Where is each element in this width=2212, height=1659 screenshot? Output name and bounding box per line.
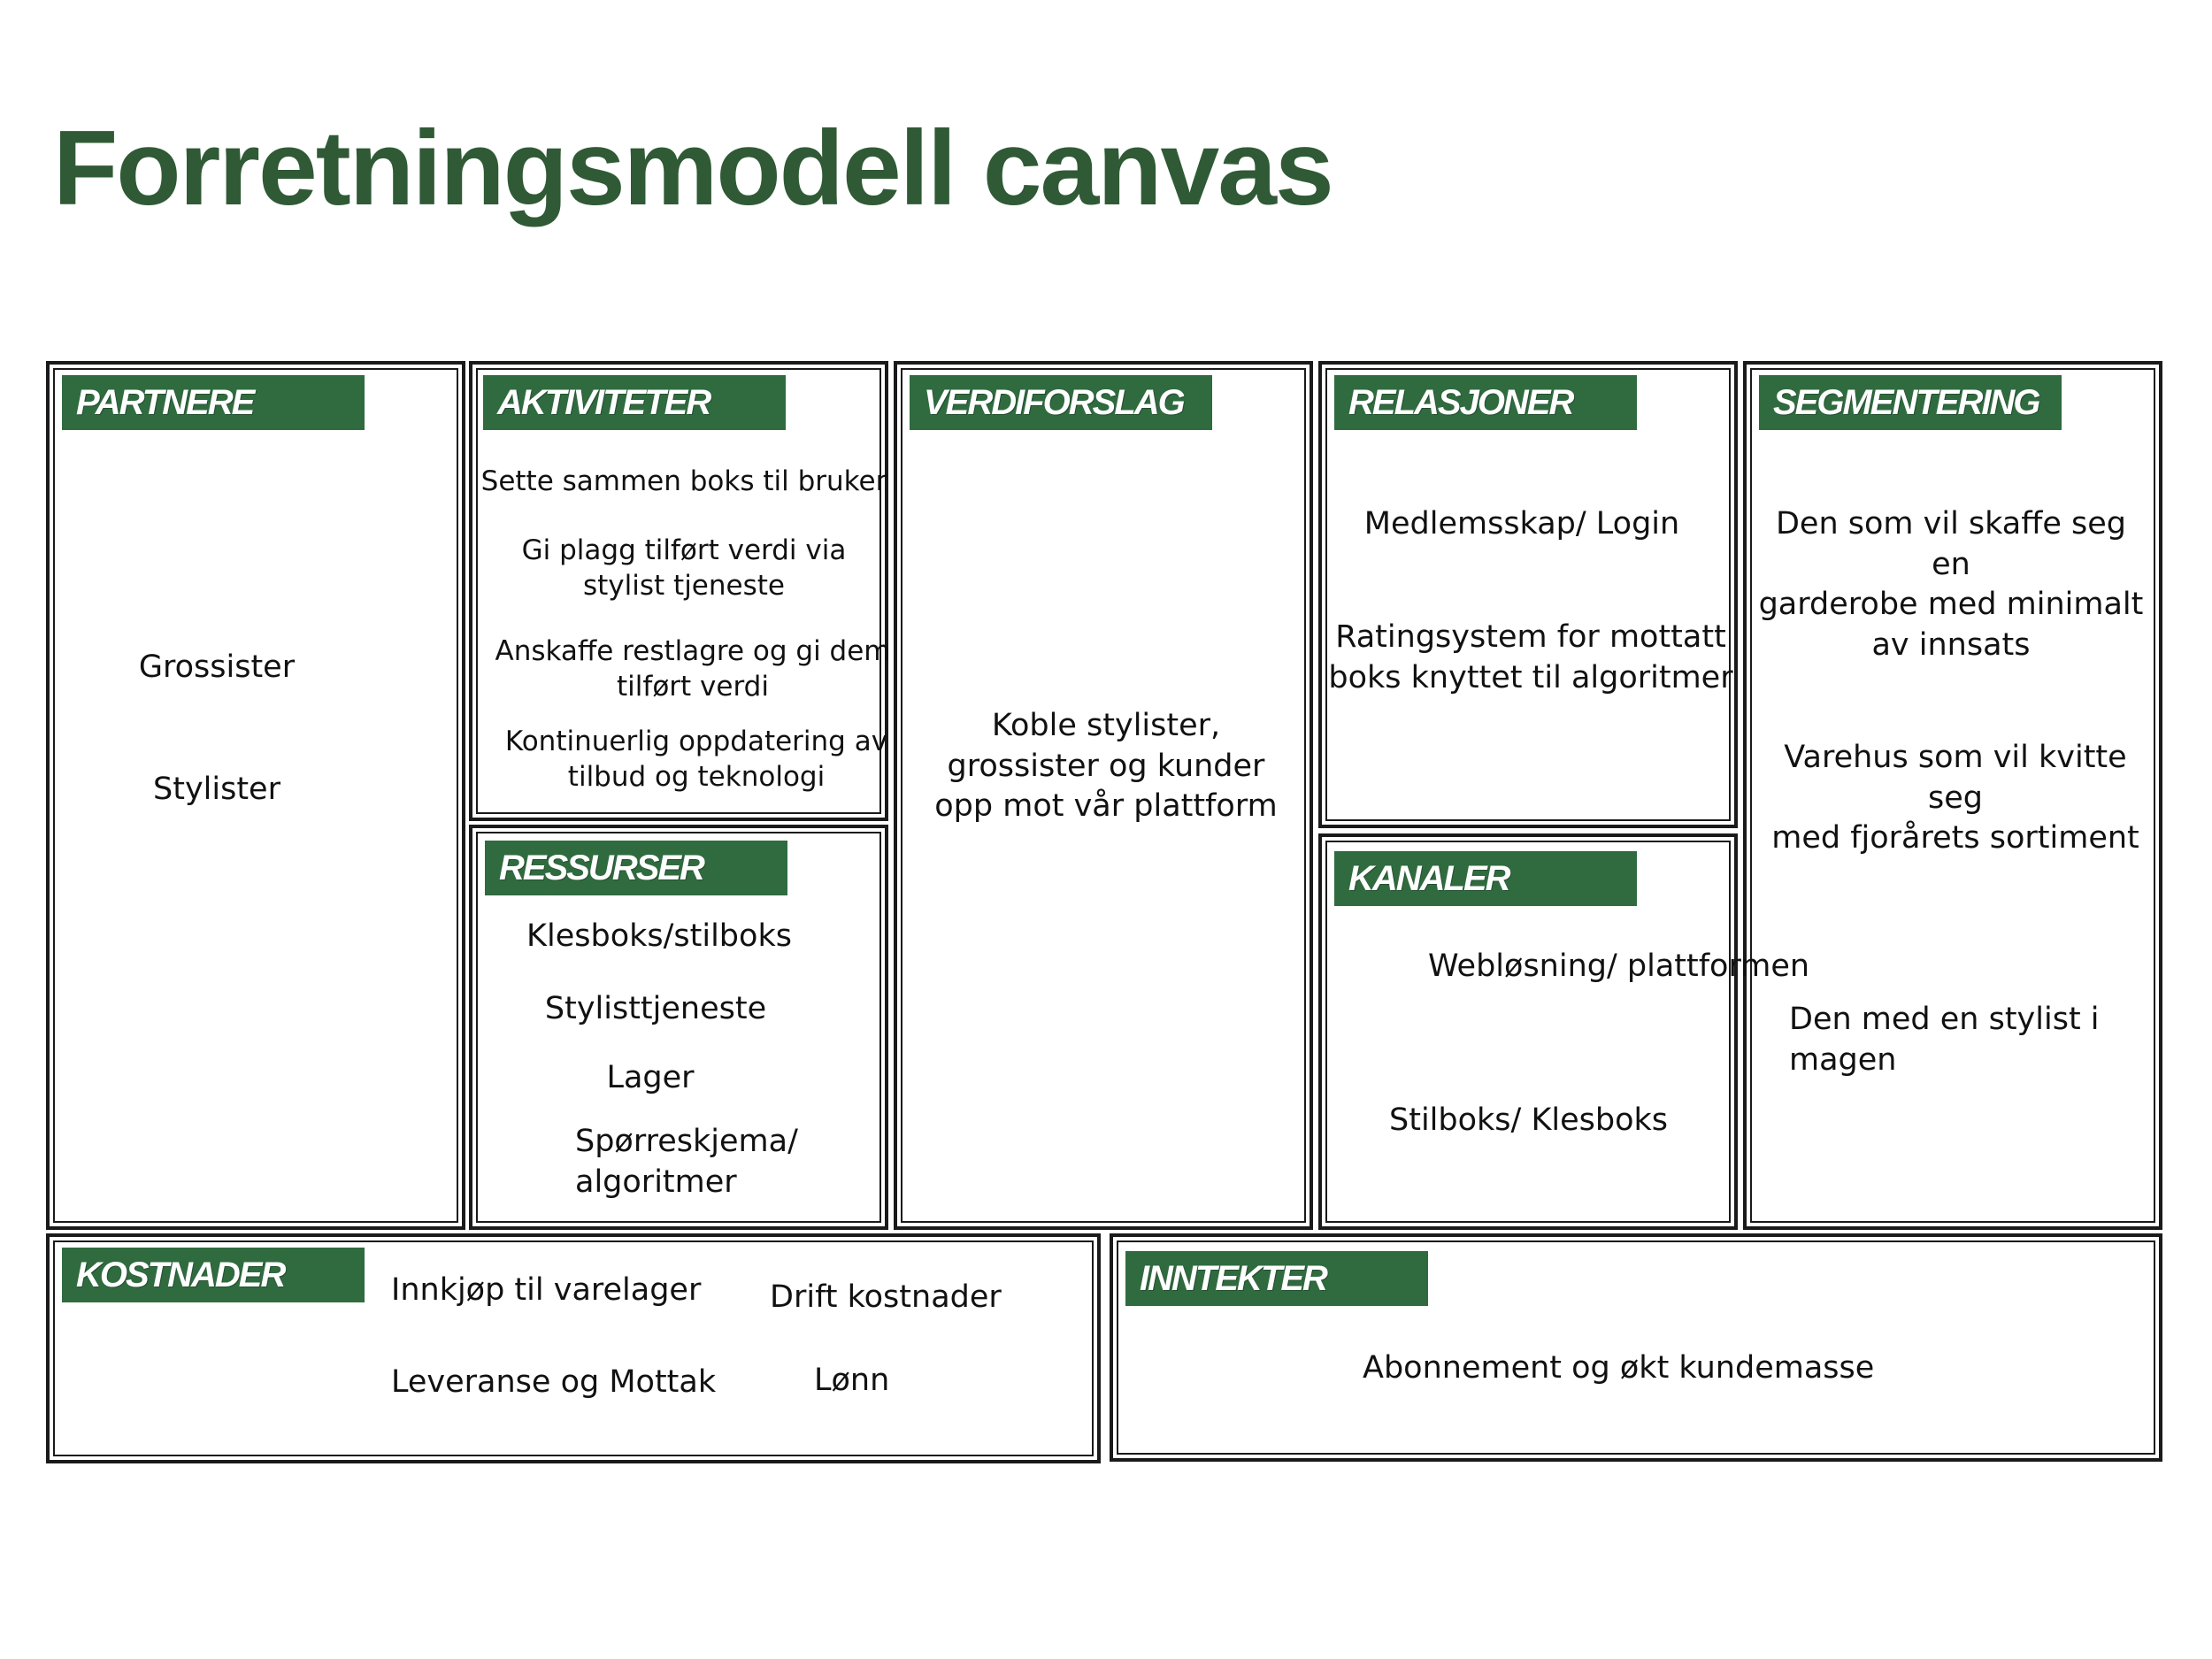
- block-label-ressurser: RESSURSER: [485, 841, 787, 895]
- aktiviteter-item: Kontinuerlig oppdatering av tilbud og teknologi: [504, 726, 888, 794]
- kostnader-item: Leveranse og Mottak: [391, 1364, 717, 1400]
- block-label-aktiviteter: AKTIVITETER: [483, 375, 786, 430]
- segmentering-item: Varehus som vil kvitte seg med fjorårets sortiment: [1771, 740, 2139, 856]
- partnere-item: Stylister: [153, 772, 280, 807]
- inntekter-text: Abonnement og økt kundemasse: [1363, 1350, 1875, 1386]
- block-label-segmentering: SEGMENTERING: [1759, 375, 2062, 430]
- canvas-block-inntekter: [1110, 1233, 2162, 1462]
- aktiviteter-item: Sette sammen boks til bruker: [480, 465, 887, 497]
- canvas-block-kostnader: [46, 1233, 1101, 1463]
- block-label-kostnader: KOSTNADER: [62, 1248, 365, 1302]
- relasjoner-item: Ratingsystem for mottatt boks knyttet til algoritmer: [1328, 619, 1733, 695]
- block-label-partnere: PARTNERE: [62, 375, 365, 430]
- kostnader-item: Innkjøp til varelager: [391, 1272, 702, 1308]
- aktiviteter-item: Anskaffe restlagre og gi dem tilført verdi: [495, 635, 891, 703]
- ressurser-item: Stylisttjeneste: [544, 991, 767, 1026]
- segmentering-item: Den med en stylist i magen: [1789, 1002, 2100, 1078]
- block-label-kanaler: KANALER: [1334, 851, 1637, 906]
- verdiforslag-text: Koble stylister, grossister og kunder opp mot vår plattform: [934, 708, 1278, 824]
- block-label-relasjoner: RELASJONER: [1334, 375, 1637, 430]
- ressurser-item: Spørreskjema/ algoritmer: [575, 1124, 798, 1200]
- kostnader-item: Drift kostnader: [770, 1279, 1002, 1315]
- aktiviteter-item: Gi plagg tilført verdi via stylist tjeneste: [521, 534, 847, 603]
- partnere-item: Grossister: [138, 649, 296, 685]
- page-title: Forretningsmodell canvas: [53, 109, 1333, 227]
- relasjoner-item: Medlemsskap/ Login: [1363, 506, 1680, 541]
- kanaler-item: Webløsning/ plattformen: [1428, 949, 1810, 984]
- segmentering-item: Den som vil skaffe seg en garderobe med minimalt av innsats: [1758, 506, 2144, 663]
- canvas-block-relasjoner: [1318, 361, 1738, 828]
- kostnader-item: Lønn: [814, 1363, 890, 1398]
- ressurser-item: Lager: [606, 1060, 695, 1095]
- kanaler-item: Stilboks/ Klesboks: [1389, 1102, 1669, 1138]
- block-label-verdiforslag: VERDIFORSLAG: [910, 375, 1212, 430]
- canvas-block-kanaler: [1318, 833, 1738, 1230]
- ressurser-item: Klesboks/stilboks: [526, 918, 792, 954]
- block-label-inntekter: INNTEKTER: [1125, 1251, 1428, 1306]
